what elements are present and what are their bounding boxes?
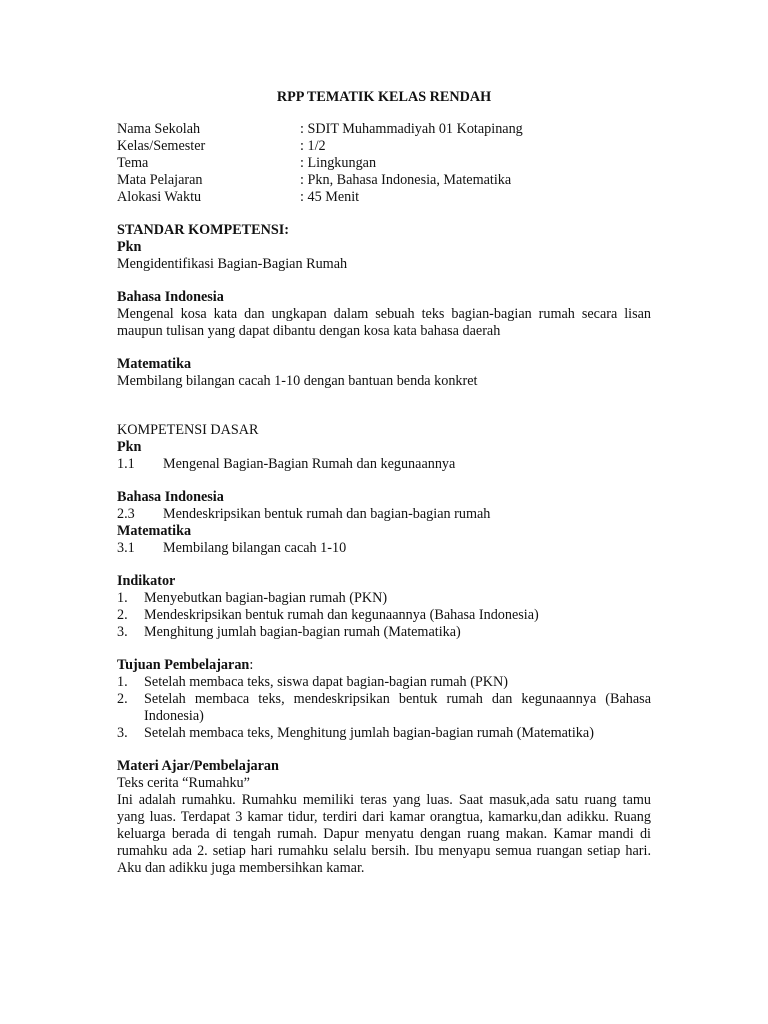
spacer: [117, 557, 651, 573]
info-value: : Lingkungan: [300, 155, 377, 171]
indikator-item: [117, 607, 651, 624]
info-label: Kelas/Semester: [117, 138, 206, 154]
sk-mat-label: Matematika: [117, 356, 192, 372]
info-label: Nama Sekolah: [117, 121, 201, 137]
kd-text: Mengenal Bagian-Bagian Rumah dan kegunaannya: [163, 456, 456, 472]
kd-pkn-item: [117, 456, 651, 473]
tujuan-item: [117, 725, 651, 742]
spacer: [117, 340, 651, 356]
kd-text: Mendeskripsikan bentuk rumah dan bagian-bagian rumah: [163, 506, 491, 522]
kd-bi-label: Bahasa Indonesia: [117, 489, 224, 505]
document-content: [117, 89, 651, 877]
item-text: Setelah membaca teks, mendeskripsikan bentuk rumah dan kegunaannya (Bahasa Indonesia): [144, 691, 651, 724]
spacer: [117, 206, 651, 222]
materi-heading: Materi Ajar/Pembelajaran: [117, 758, 279, 774]
info-value: : 45 Menit: [300, 189, 360, 205]
sk-bi-text: Mengenal kosa kata dan ungkapan dalam sebuah teks bagian-bagian rumah secara lisan maupun tulisan yang dapat dibantu dengan kosa kata bahasa daerah: [117, 306, 651, 339]
standar-kompetensi-heading: STANDAR KOMPETENSI:: [117, 222, 289, 238]
kompetensi-dasar-heading: KOMPETENSI DASAR: [117, 422, 259, 438]
item-number: 3.: [117, 725, 128, 741]
tujuan-heading-text: Tujuan Pembelajaran: [117, 657, 250, 673]
spacer: [117, 273, 651, 289]
sk-pkn-label: Pkn: [117, 239, 142, 255]
sk-bi-label: Bahasa Indonesia: [117, 289, 224, 305]
spacer: [117, 473, 651, 489]
kd-number: 2.3: [117, 506, 135, 522]
tujuan-item: [117, 691, 651, 725]
info-table: [117, 121, 651, 206]
kd-text: Membilang bilangan cacah 1-10: [163, 540, 347, 556]
info-value: : SDIT Muhammadiyah 01 Kotapinang: [300, 121, 523, 137]
materi-subtitle: Teks cerita “Rumahku”: [117, 775, 250, 791]
tujuan-heading-colon: :: [249, 657, 254, 673]
info-row: [117, 172, 651, 189]
materi-text: Ini adalah rumahku. Rumahku memiliki teras yang luas. Saat masuk,ada satu ruang tamu yang luas. Terdapat 3 kamar tidur, terdiri dari kamar orangtua, kamarku,dan adikku. Ruang keluarga berada di tengah rumah. Dapur menyatu dengan ruang makan. Kamar mandi di rumahku ada 2. setiap hari rumahku selalu bersih. Ibu menyapu semua ruangan setiap hari. Aku dan adikku juga membersihkan kamar.: [117, 792, 651, 876]
info-label: Mata Pelajaran: [117, 172, 203, 188]
item-number: 3.: [117, 624, 128, 640]
tujuan-item: [117, 674, 651, 691]
spacer: [117, 390, 651, 422]
item-text: Setelah membaca teks, Menghitung jumlah bagian-bagian rumah (Matematika): [144, 725, 594, 741]
info-value: : 1/2: [300, 138, 326, 154]
indikator-item: [117, 624, 651, 641]
tujuan-heading: [117, 657, 651, 674]
indikator-heading: Indikator: [117, 573, 176, 589]
sk-pkn-text: Mengidentifikasi Bagian-Bagian Rumah: [117, 256, 348, 272]
item-number: 1.: [117, 674, 128, 690]
item-text: Setelah membaca teks, siswa dapat bagian-bagian rumah (PKN): [144, 674, 509, 690]
kd-bi-item: [117, 506, 651, 523]
item-number: 2.: [117, 691, 128, 707]
info-value: : Pkn, Bahasa Indonesia, Matematika: [300, 172, 512, 188]
kd-number: 1.1: [117, 456, 135, 472]
item-text: Mendeskripsikan bentuk rumah dan kegunaannya (Bahasa Indonesia): [144, 607, 539, 623]
item-number: 1.: [117, 590, 128, 606]
info-row: [117, 155, 651, 172]
info-row: [117, 121, 651, 138]
info-label: Alokasi Waktu: [117, 189, 202, 205]
kd-mat-item: [117, 540, 651, 557]
sk-mat-text: Membilang bilangan cacah 1-10 dengan bantuan benda konkret: [117, 373, 478, 389]
item-text: Menyebutkan bagian-bagian rumah (PKN): [144, 590, 388, 606]
indikator-item: [117, 590, 651, 607]
kd-mat-label: Matematika: [117, 523, 192, 539]
info-row: [117, 138, 651, 155]
document-title: RPP TEMATIK KELAS RENDAH: [276, 89, 492, 105]
kd-pkn-label: Pkn: [117, 439, 142, 455]
spacer: [117, 641, 651, 657]
kd-number: 3.1: [117, 540, 135, 556]
spacer: [117, 742, 651, 758]
item-number: 2.: [117, 607, 128, 623]
info-label: Tema: [117, 155, 149, 171]
info-row: [117, 189, 651, 206]
item-text: Menghitung jumlah bagian-bagian rumah (Matematika): [144, 624, 461, 640]
